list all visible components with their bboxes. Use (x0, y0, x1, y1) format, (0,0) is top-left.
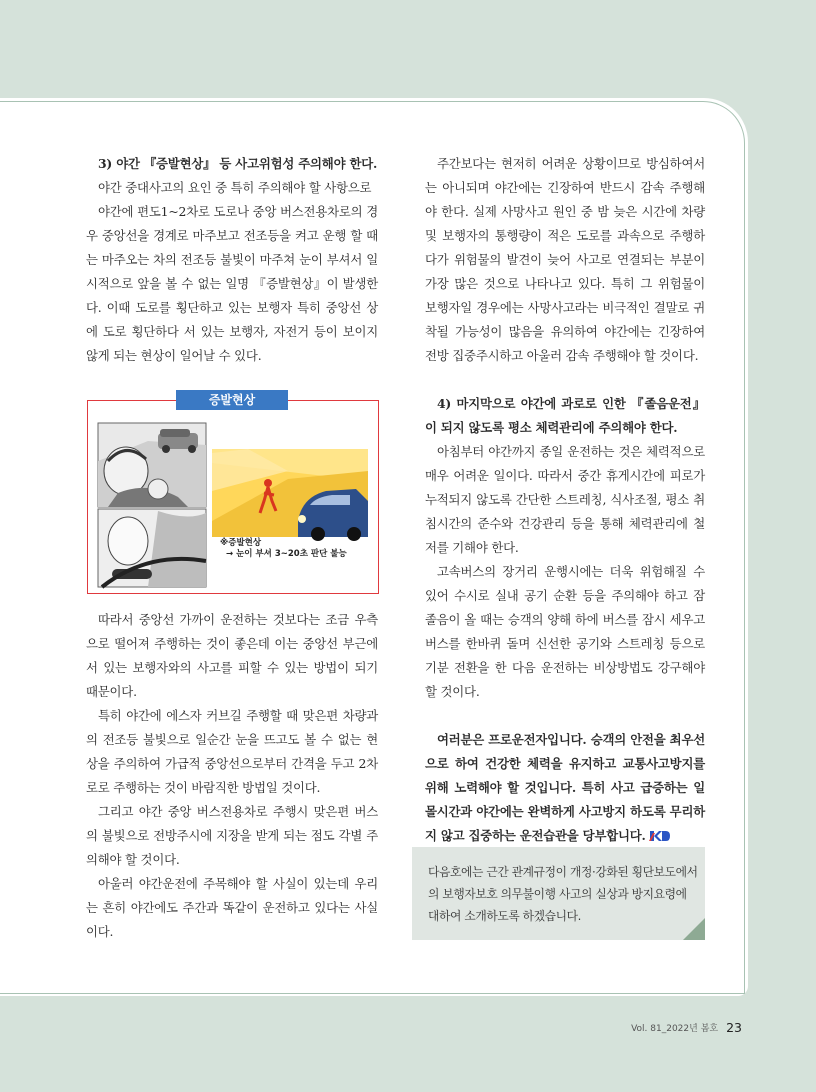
body-paragraph: 야간 중대사고의 요인 중 특히 주의해야 할 사항으로 (98, 180, 372, 195)
road-scene-illustration (212, 449, 368, 541)
body-paragraph: 그리고 야간 중앙 버스전용차로 주행시 맞은편 버스의 불빛으로 전방주시에 지장을 받게 되는 점도 각별 주의해야 할 것이다. (86, 804, 378, 867)
body-paragraph: 특히 야간에 에스자 커브길 주행할 때 맞은편 차량과의 전조등 불빛으로 일순간 눈을 뜨고도 볼 수 없는 현상을 주의하여 가급적 중앙선으로부터 간격을 두고 2차로로 주행하는 것이 바람직한 방법일 것이다. (86, 708, 378, 795)
body-paragraph: 주간보다는 현저히 어려운 상황이므로 방심하여서는 아니되며 야간에는 긴장하여 반드시 감속 주행해야 한다. 실제 사망사고 원인 중 밤 늦은 시간에 차량 및 보행자의 통행량이 적은 도로를 과속으로 주행하다가 위험물의 발견이 늦어 사고로 연결되는 부분이 가장 많은 것으로 나타나고 있다. 특히 그 위험물이 보행자일 경우에는 사망사고라는 비극적인 결말로 귀착될 가능성이 많음을 유의하여 야간에는 긴장하여 전방 집중주시하고 아울러 감속 주행해야 할 것이다. (425, 156, 705, 363)
paragraph-gap (425, 704, 705, 728)
note-corner-icon (683, 918, 705, 940)
body-paragraph: 야간에 편도1~2차로 도로나 중앙 버스전용차로의 경우 중앙선을 경계로 마주보고 전조등을 켜고 운행 할 때는 마주오는 차의 전조등 불빛이 마주쳐 눈이 부셔서 일시적으로 앞을 볼 수 없는 일명 『증발현상』이 발생한다. 이때 도로를 횡단하고 있는 보행자 특히 중앙선 상에 도로 횡단하다 서 있는 보행자, 자전거 등이 보이지 않게 되는 현상이 일어날 수 있다. (86, 204, 378, 363)
body-paragraph: 따라서 중앙선 가까이 운전하는 것보다는 조금 우측으로 떨어져 주행하는 것이 좋은데 이는 중앙선 부근에 서 있는 보행자와의 사고를 피할 수 있는 방법이 되기 때문이다. (86, 612, 378, 699)
driver-closeup-illustration (98, 509, 206, 587)
body-paragraph: 고속버스의 장거리 운행시에는 더욱 위험해질 수 있어 수시로 실내 공기 순환 등을 주의해야 하고 잠 졸음이 올 때는 승객의 양해 하에 버스를 잠시 세우고 버스를 한바퀴 돌며 신선한 공기와 스트레칭 등으로 기분 전환을 한 다음 운전하는 비상방법도 강구해야 할 것이다. (425, 564, 705, 699)
figure-title: 증발현상 (176, 390, 288, 410)
section-heading-3: 3) 야간 『증발현상』 등 사고위험성 주의해야 한다. (98, 156, 378, 171)
body-paragraph: 아침부터 야간까지 종일 운전하는 것은 체력적으로 매우 어려운 일이다. 따라서 중간 휴게시간에 피로가 누적되지 않도록 간단한 스트레칭, 식사조절, 평소 취침시간의 준수와 건강관리 등을 통해 체력관리에 철저를 기해야 한다. (425, 444, 705, 555)
figure-evaporation (87, 400, 379, 594)
page-footer (631, 1020, 742, 1035)
section-heading-4: 4) 마지막으로 야간에 과로로 인한 『졸음운전』이 되지 않도록 평소 체력관리에 주의해야 한다. (425, 396, 705, 435)
figure-illustration (88, 401, 378, 593)
kd-logo-icon (649, 830, 671, 842)
figure-caption (220, 538, 370, 560)
right-column (425, 152, 705, 848)
paragraph-gap (425, 368, 705, 392)
driver-illustration (98, 423, 206, 507)
left-column-top (86, 152, 378, 368)
page-number: 23 (726, 1020, 742, 1035)
closing-text: 여러분은 프로운전자입니다. 승객의 안전을 최우선으로 하여 건강한 체력을 유지하고 교통사고방지를 위해 노력해야 할 것입니다. 특히 사고 급증하는 일몰시간과 야간에는 완벽하게 사고방지 하도록 무리하지 않고 집중하는 운전습관을 당부합니다. (425, 732, 705, 843)
figure-caption-line2: → 눈이 부셔 3~20초 판단 불능 (226, 549, 347, 559)
left-column-bottom (86, 608, 378, 944)
next-issue-text: 다음호에는 근간 관계규정이 개정·강화된 횡단보도에서의 보행자보호 의무불이행 사고의 실상과 방지요령에 대하여 소개하도록 하겠습니다. (428, 865, 698, 923)
next-issue-note (412, 847, 705, 940)
issue-label: Vol. 81_2022년 봄호 (631, 1024, 719, 1034)
body-paragraph: 아울러 야간운전에 주목해야 할 사실이 있는데 우리는 흔히 야간에도 주간과 똑같이 운전하고 있다는 사실이다. (86, 876, 378, 939)
closing-paragraph (425, 728, 705, 848)
figure-caption-line1: ※증발현상 (220, 538, 262, 548)
